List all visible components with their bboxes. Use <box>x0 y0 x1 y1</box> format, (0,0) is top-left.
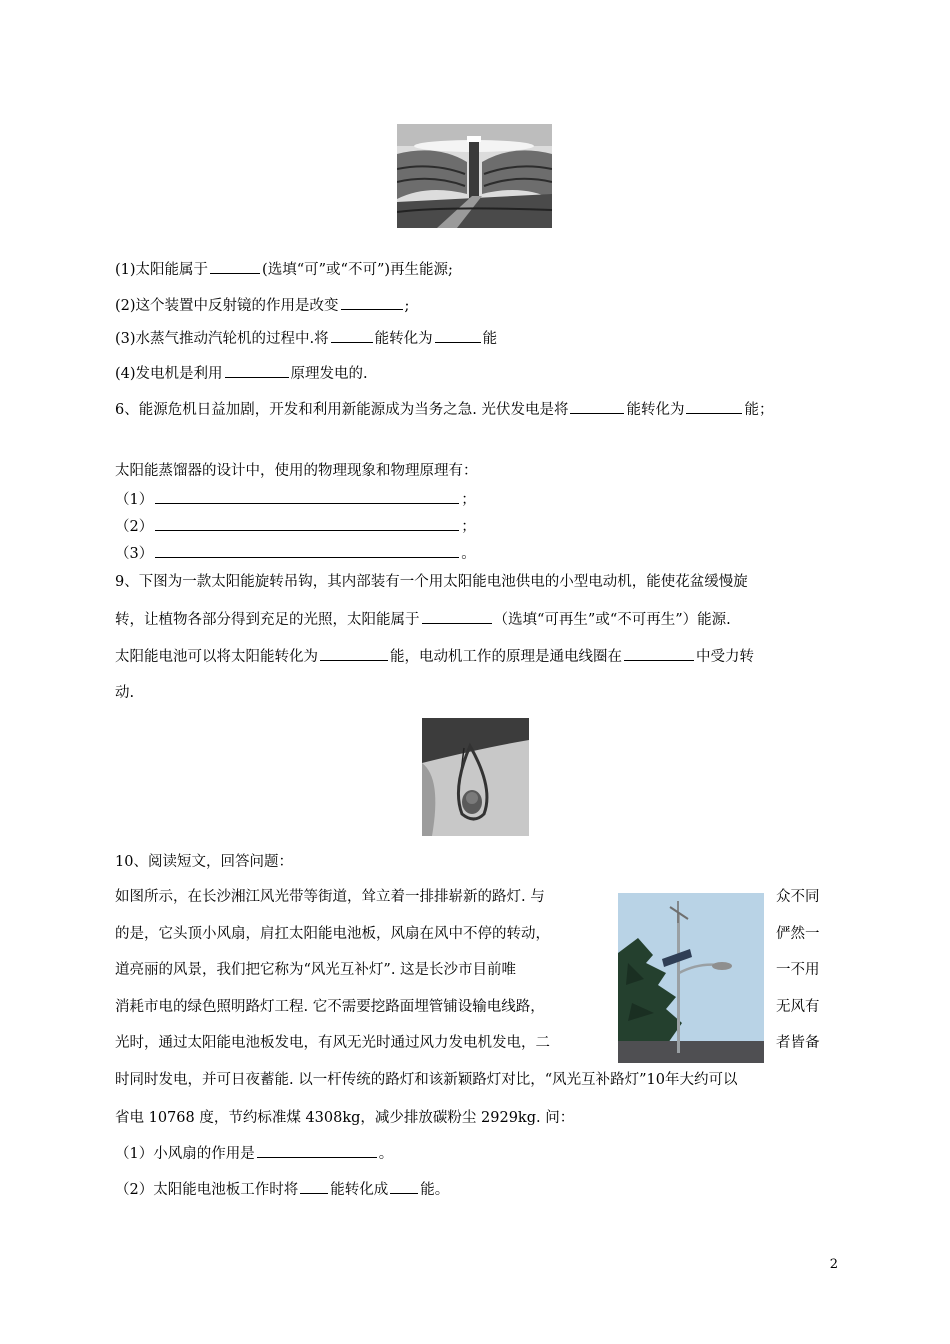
blank-panel-to[interactable] <box>390 1178 418 1194</box>
blank-q9-field[interactable] <box>624 645 694 661</box>
q10-p7: 省电 10768 度，节约标准煤 4308kg，减少排放碳粉尘 2929kg. 问： <box>115 1110 575 1126</box>
q10-answer-1: （1）小风扇的作用是 。 <box>115 1142 393 1164</box>
blank-renewable[interactable] <box>210 258 260 274</box>
blank-panel-from[interactable] <box>300 1178 328 1194</box>
blank-pv-from[interactable] <box>570 398 624 414</box>
q10-p3: 道亮丽的风景，我们把它称为“风光互补灯”. 这是长沙市目前唯 <box>115 962 517 978</box>
q9-line-4: 动. <box>115 685 135 701</box>
q10-p4-right: 无风有 <box>776 999 820 1015</box>
q9-line-2: 转，让植物各部分得到充足的光照，太阳能属于 （选填“可再生”或“不可再生”）能源. <box>115 608 731 630</box>
solar-q1: (1)太阳能属于 (选填“可”或“不可”)再生能源; <box>115 258 453 280</box>
q10-p6: 时同时发电，并可日夜蓄能. 以一杆传统的路灯和该新颖路灯对比，“风光互补路灯”10年大约可以 <box>115 1072 738 1088</box>
blank-still-1[interactable] <box>155 488 459 504</box>
blank-energy-from[interactable] <box>331 327 373 343</box>
blank-fan-role[interactable] <box>257 1142 377 1158</box>
q10-title: 10、阅读短文，回答问题： <box>115 854 293 870</box>
q10-p1-right: 众不同 <box>776 889 820 905</box>
q10-p2-right: 俨然一 <box>776 926 820 942</box>
q10-p2: 的是，它头顶小风扇，肩扛太阳能电池板，风扇在风中不停的转动， <box>115 926 550 942</box>
still-item-2: （2） ； <box>115 515 476 537</box>
street-lamp-figure <box>618 893 764 1063</box>
solar-q3: (3)水蒸气推动汽轮机的过程中.将 能转化为 能 <box>115 327 497 349</box>
q9-line-1: 9、下图为一款太阳能旋转吊钩，其内部装有一个用太阳能电池供电的小型电动机，能使花盆缓慢旋 <box>115 574 748 590</box>
q9-line-3: 太阳能电池可以将太阳能转化为 能，电动机工作的原理是通电线圈在 中受力转 <box>115 645 754 667</box>
solar-q4: (4)发电机是利用 原理发电的. <box>115 362 368 384</box>
solar-tower-figure <box>397 124 552 228</box>
q10-p5: 光时，通过太阳能电池板发电，有风无光时通过风力发电机发电，二 <box>115 1035 550 1051</box>
q10-answer-2: （2）太阳能电池板工作时将 能转化成 能。 <box>115 1178 449 1200</box>
blank-mirror-role[interactable] <box>341 294 403 310</box>
blank-still-2[interactable] <box>155 515 459 531</box>
solar-hook-figure <box>422 718 529 836</box>
q10-p4: 消耗市电的绿色照明路灯工程. 它不需要挖路面埋管铺设输电线路， <box>115 999 545 1015</box>
page-number: 2 <box>829 1257 838 1272</box>
blank-pv-to[interactable] <box>686 398 742 414</box>
q10-p1: 如图所示，在长沙湘江风光带等街道，耸立着一排排崭新的路灯. 与 <box>115 889 545 905</box>
question-6: 6、能源危机日益加剧，开发和利用新能源成为当务之急. 光伏发电是将 能转化为 能； <box>115 398 773 420</box>
still-intro: 太阳能蒸馏器的设计中，使用的物理现象和物理原理有： <box>115 463 478 479</box>
blank-q9-renewable[interactable] <box>422 608 492 624</box>
blank-generator-principle[interactable] <box>225 362 289 378</box>
q10-p3-right: 一不用 <box>776 962 820 978</box>
still-item-3: （3） 。 <box>115 542 476 564</box>
q10-p5-right: 者皆备 <box>776 1035 820 1051</box>
still-item-1: （1） ； <box>115 488 476 510</box>
blank-energy-to[interactable] <box>435 327 481 343</box>
blank-still-3[interactable] <box>155 542 459 558</box>
blank-q9-energy[interactable] <box>320 645 388 661</box>
solar-q2: (2)这个装置中反射镜的作用是改变 ; <box>115 294 409 316</box>
